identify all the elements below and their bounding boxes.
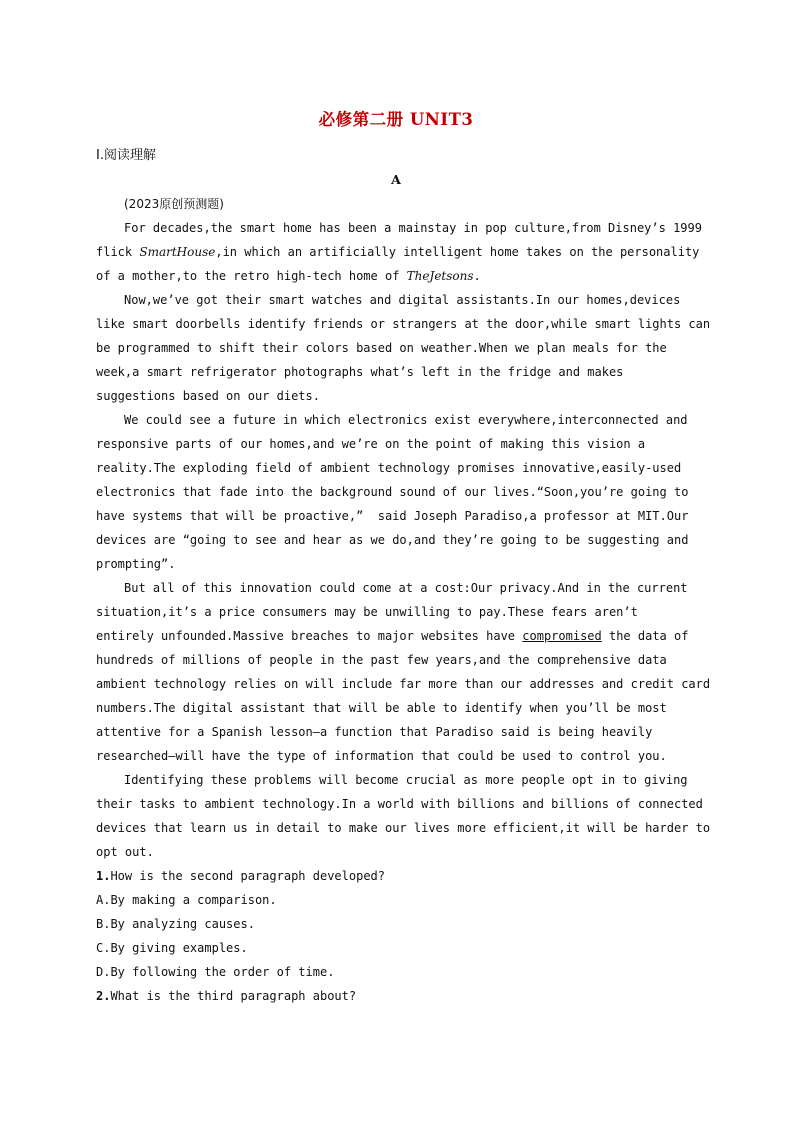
- italic-title: SmartHouse: [139, 245, 216, 259]
- text-line: situation,it’s a price consumers may be unwilling to pay.These fears aren’t: [96, 605, 638, 619]
- text-line: have systems that will be proactive,” said Joseph Paradiso,a professor at MIT.Our: [96, 509, 689, 523]
- text-line: flick SmartHouse,in which an artificially intelligent home takes on the personality: [96, 245, 700, 259]
- text-line: reality.The exploding field of ambient technology promises innovative,easily-used: [96, 461, 682, 475]
- page-title: 必修第二册 UNIT3: [318, 110, 474, 129]
- text-line: researched—will have the type of information that could be used to control you.: [96, 749, 667, 763]
- question-number: 2.: [96, 989, 111, 1003]
- text-line: Identifying these problems will become crucial as more people opt in to giving: [124, 773, 688, 787]
- text-line: For decades,the smart home has been a mainstay in pop culture,from Disney’s 1999: [124, 221, 702, 235]
- text-line: Now,we’ve got their smart watches and digital assistants.In our homes,devices: [124, 293, 681, 307]
- question-number: 1.: [96, 869, 111, 883]
- text-line: suggestions based on our diets.: [96, 389, 320, 403]
- passage-paragraph: [96, 768, 711, 864]
- underlined-word: compromised: [522, 629, 602, 643]
- text-line: devices are “going to see and hear as we do,and they’re going to be suggesting and: [96, 533, 689, 547]
- text-line: attentive for a Spanish lesson—a function that Paradiso said is being heavily: [96, 725, 653, 739]
- text-line: We could see a future in which electronics exist everywhere,interconnected and: [124, 413, 688, 427]
- italic-title: TheJetsons: [406, 269, 474, 283]
- text-line: like smart doorbells identify friends or strangers at the door,while smart lights can: [96, 317, 711, 331]
- text-line: of a mother,to the retro high-tech home of TheJetsons.: [96, 269, 481, 283]
- source-note: (2023原创预测题): [124, 197, 224, 211]
- text-line: hundreds of millions of people in the past few years,and the comprehensive data: [96, 653, 667, 667]
- answer-option: A.By making a comparison.: [96, 893, 277, 907]
- passage-label: A: [391, 172, 401, 187]
- question-list: [96, 864, 696, 1008]
- reading-passage: [96, 216, 711, 864]
- answer-option: D.By following the order of time.: [96, 965, 335, 979]
- question-stem: 1.How is the second paragraph developed?: [96, 869, 385, 883]
- document-page: [96, 108, 711, 1008]
- answer-option: C.By giving examples.: [96, 941, 248, 955]
- passage-paragraph: [96, 408, 696, 576]
- answer-option: B.By analyzing causes.: [96, 917, 255, 931]
- text-line: entirely unfounded.Massive breaches to major websites have compromised the data of: [96, 629, 689, 643]
- question-stem: 2.What is the third paragraph about?: [96, 989, 357, 1003]
- section-heading: Ⅰ.阅读理解: [96, 148, 156, 163]
- text-line: their tasks to ambient technology.In a world with billions and billions of connected: [96, 797, 703, 811]
- passage-paragraph: [96, 576, 711, 768]
- text-line: responsive parts of our homes,and we’re on the point of making this vision a: [96, 437, 646, 451]
- text-line: be programmed to shift their colors based on weather.When we plan meals for the: [96, 341, 667, 355]
- text-line: prompting”.: [96, 557, 176, 571]
- passage-paragraph: [96, 216, 702, 288]
- text-line: But all of this innovation could come at a cost:Our privacy.And in the current: [124, 581, 688, 595]
- text-line: week,a smart refrigerator photographs what’s left in the fridge and makes: [96, 365, 624, 379]
- text-line: opt out.: [96, 845, 154, 859]
- passage-paragraph: [96, 288, 711, 408]
- text-line: ambient technology relies on will include far more than our addresses and credit card: [96, 677, 711, 691]
- text-line: electronics that fade into the background sound of our lives.“Soon,you’re going to: [96, 485, 689, 499]
- text-line: numbers.The digital assistant that will be able to identify when you’ll be most: [96, 701, 667, 715]
- text-line: devices that learn us in detail to make our lives more efficient,it will be harder to: [96, 821, 711, 835]
